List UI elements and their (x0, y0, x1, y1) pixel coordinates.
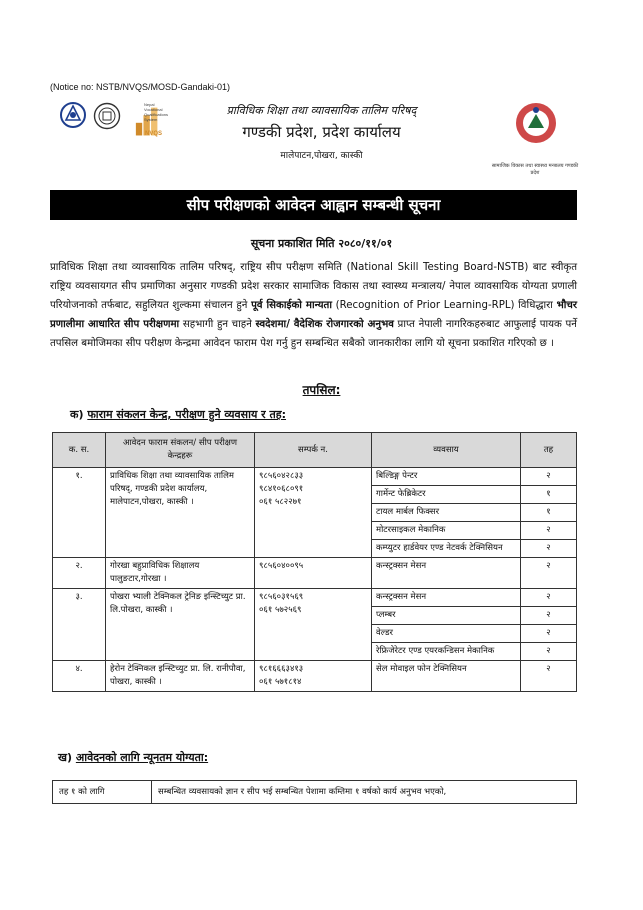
para-bold-2: भौचर प्रणालीमा आधारित सीप परीक्षणमा (50, 300, 578, 330)
section-kha-prefix: ख) (58, 751, 76, 764)
table-row (53, 589, 577, 607)
cell-level: २ (521, 540, 577, 558)
para-part-1: प्राविधिक शिक्षा तथा व्यावसायिक तालिम परिषद्, राष्ट्रिय सीप परीक्षण समिति (National Skill Testing Board-NSTB) बाट स्वीकृत राष्ट्रिय व्यवसायगत सीप प्रमाणिका अनुसार गण्डकी प्रदेश सरकार सामाजिक विकास तथा स्वास्थ्य मन्त्रालय/ नेपाल व्यावसायिक योग्यता प्रणाली परियोजनाको तर्फबाट, सहुलियत शुल्कमा संचालन हुने (50, 262, 577, 311)
cell-occupation: कम्प्युटर हार्डवेयर एण्ड नेटवर्क टेक्निसियन (372, 540, 521, 558)
para-bold-1: पूर्व सिकाईको मान्यता (251, 300, 332, 311)
cell-level: २ (521, 607, 577, 625)
nepal-emblem-icon (513, 100, 559, 146)
section-ka-title: फाराम संकलन केन्द्र, परीक्षण हुने व्यवसाय र तह: (87, 408, 287, 421)
cell-occupation: रेफ्रिजेरेटर एण्ड एयरकन्डिसन मेकानिक (372, 643, 521, 661)
cell-sn: ३. (53, 589, 106, 661)
col-header-sn: क. स. (53, 433, 106, 468)
col-header-center: आवेदन फाराम संकलन/ सीप परीक्षण केन्द्रहरू (106, 433, 255, 468)
cell-occupation: वेल्डर (372, 625, 521, 643)
cell-contact: ९८५६०४००९५ (255, 558, 372, 589)
council-name: प्राविधिक शिक्षा तथा व्यावसायिक तालिम परिषद् (226, 104, 417, 117)
notice-banner: सीप परीक्षणको आवेदन आह्वान सम्बन्धी सूचना (50, 190, 577, 220)
para-bold-3: स्वदेशमा/ वैदेशिक रोजगारको अनुभव (255, 319, 394, 330)
cell-occupation: प्लम्बर (372, 607, 521, 625)
col-header-occupation: व्यवसाय (372, 433, 521, 468)
notice-paragraph (50, 258, 577, 353)
cell-sn: २. (53, 558, 106, 589)
section-kha-title: आवेदनको लागि न्यूनतम योग्यता: (75, 751, 209, 764)
cell-contact: ९८५६०३१५६९ ०६१ ५७२५६९ (255, 589, 372, 661)
cell-occupation: टायल मार्बल फिक्सर (372, 504, 521, 522)
office-address: मालेपाटन,पोखरा, कास्की (280, 151, 363, 161)
cell-contact: ९८५६०४२८३३ ९८४१०६८०९१ ०६१ ५८२२७१ (255, 468, 372, 558)
cell-level: २ (521, 468, 577, 486)
cell-level: २ (521, 661, 577, 692)
para-part-4: प्राप्त नेपाली नागरिकहरुबाट आफुलाई पायक पर्ने तपसिल बमोजिमका सीप परीक्षण केन्द्रमा आवेदन फाराम पेश गर्नु हुन सम्बन्धित सबैको जानकारीका लागि यो सूचना प्रकाशित गरिएको छ । (50, 319, 577, 349)
table-row (53, 558, 577, 589)
para-part-2: (Recognition of Prior Learning-RPL) विधिद्धारा (331, 300, 557, 311)
table-header-row (53, 433, 577, 468)
table-row (53, 468, 577, 486)
nvqs-label: NVQS (145, 131, 163, 137)
col-header-level: तह (521, 433, 577, 468)
cell-center: प्राविधिक शिक्षा तथा व्यावसायिक तालिम परिषद्, गण्डकी प्रदेश कार्यालय, मालेपाटन,पोखरा, कास्की । (106, 468, 255, 558)
cell-occupation: कन्स्ट्रक्सन मेसन (372, 558, 521, 589)
notice-number: (Notice no: NSTB/NVQS/MOSD-Gandaki-01) (50, 82, 231, 92)
nvqs-small-text: Nepal Vocational Qualifications System (144, 102, 169, 122)
cell-occupation: मोटरसाइकल मेकानिक (372, 522, 521, 540)
eligibility-table (52, 780, 577, 804)
cell-sn: १. (53, 468, 106, 558)
table-row (53, 781, 577, 804)
cell-center: हेरोन टेक्निकल इन्स्टिच्युट प्रा. लि. रानीपौवा, पोखरा, कास्की । (106, 661, 255, 692)
cell-occupation: बिल्डिङ्ग पेन्टर (372, 468, 521, 486)
cell-level: २ (521, 589, 577, 607)
cell-occupation: गार्मेन्ट फेब्रिकेटर (372, 486, 521, 504)
section-ka-heading (70, 407, 286, 422)
para-part-3: सहभागी हुन चाहने (179, 319, 256, 330)
cell-level: २ (521, 558, 577, 589)
cell-level: २ (521, 625, 577, 643)
cell-center: गोरखा बहुप्राविधिक शिक्षालय पालुङटार,गोरखा । (106, 558, 255, 589)
cell-requirement: सम्बन्धित व्यवसायको ज्ञान र सीप भई सम्बन्धित पेशामा कम्तिमा १ वर्षको कार्य अनुभव भएको, (152, 781, 577, 804)
cell-occupation: सेल मोवाइल फोन टेक्निसियन (372, 661, 521, 692)
cell-level: २ (521, 522, 577, 540)
cell-level: १ (521, 486, 577, 504)
annex-heading: तपसिल: (302, 383, 341, 397)
cell-level: १ (521, 504, 577, 522)
centers-table (52, 432, 577, 692)
cell-contact: ९८१६६६३४१३ ०६१ ५७१८१४ (255, 661, 372, 692)
cell-level-label: तह १ को लागि (53, 781, 152, 804)
cell-sn: ४. (53, 661, 106, 692)
emblem-caption: सामाजिक विकास तथा स्वास्थ्य मन्त्रालय गण्डकी प्रदेश (491, 163, 579, 176)
col-header-contact: सम्पर्क न. (255, 433, 372, 468)
section-kha-heading (58, 750, 208, 765)
cell-center: पोखरा भ्याली टेक्निकल ट्रेनिङ इन्स्टिच्युट प्रा. लि.पोखरा, कास्की । (106, 589, 255, 661)
section-ka-prefix: क) (70, 408, 88, 421)
publication-date: सूचना प्रकाशित मिति २०८०/११/०१ (250, 237, 393, 250)
cell-level: २ (521, 643, 577, 661)
office-name: गण्डकी प्रदेश, प्रदेश कार्यालय (242, 123, 401, 141)
table-row (53, 661, 577, 692)
cell-occupation: कन्स्ट्रक्सन मेसन (372, 589, 521, 607)
